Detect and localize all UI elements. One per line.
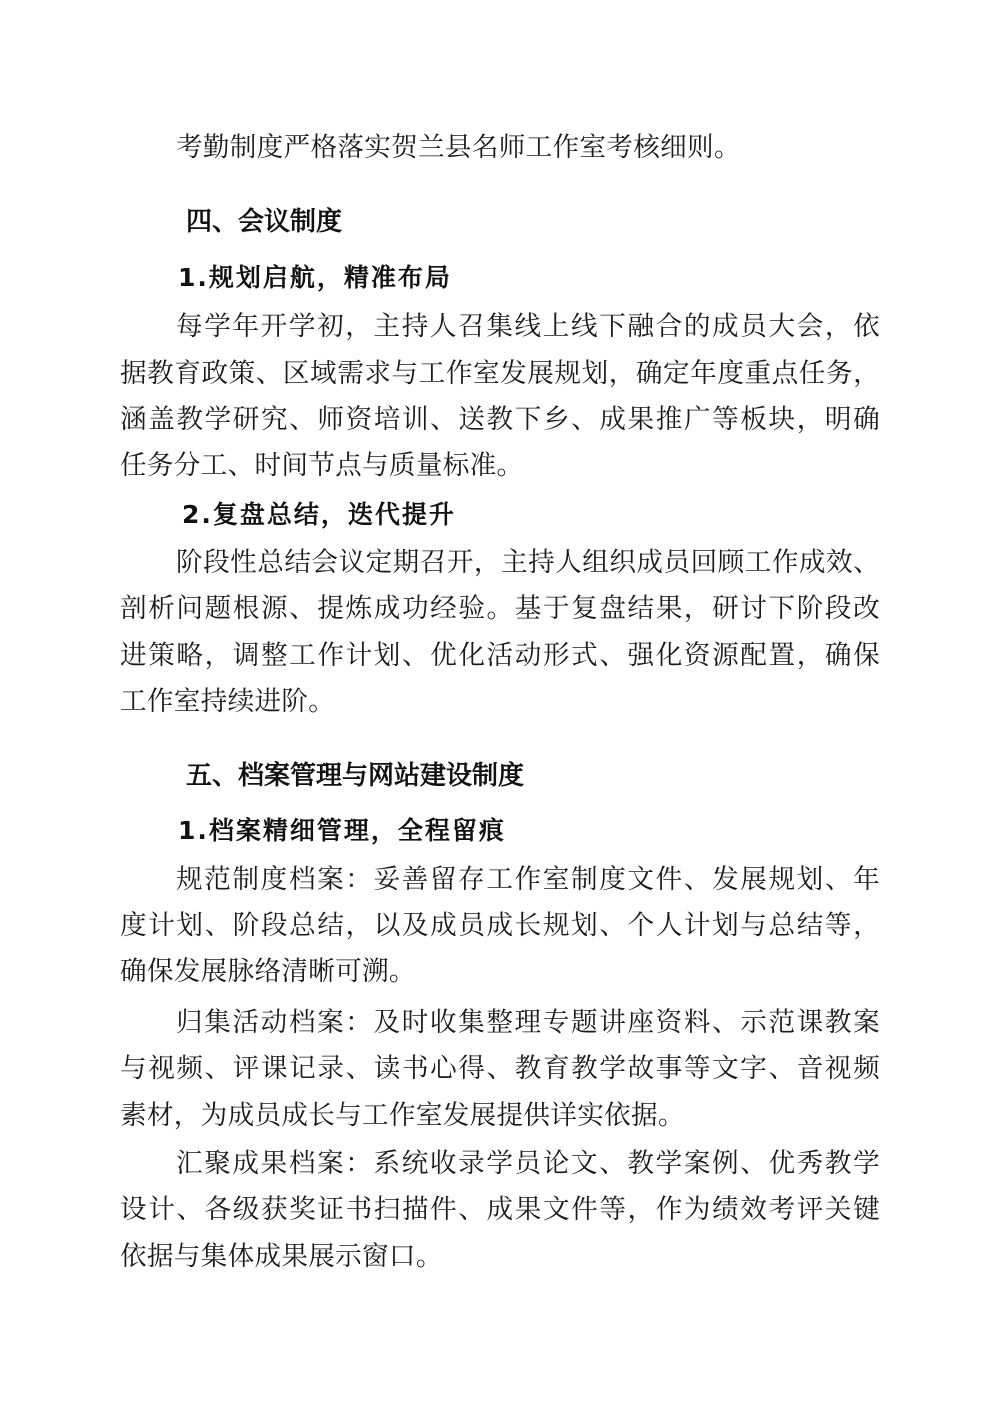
paragraph-line: 与视频、评课记录、读书心得、教育教学故事等文字、音视频	[120, 1053, 880, 1084]
intro-line: 考勤制度严格落实贺兰县名师工作室考核细则。	[176, 132, 741, 163]
paragraph-line: 归集活动档案：及时收集整理专题讲座资料、示范课教案	[176, 1007, 880, 1038]
section-4-sub-2-heading: 2.复盘总结，迭代提升	[182, 500, 456, 529]
paragraph-line: 据教育政策、区域需求与工作室发展规划，确定年度重点任务，	[120, 358, 880, 389]
paragraph-line: 规范制度档案：妥善留存工作室制度文件、发展规划、年	[176, 864, 880, 895]
paragraph-line: 每学年开学初，主持人召集线上线下融合的成员大会，依	[176, 311, 880, 342]
paragraph-line: 阶段性总结会议定期召开，主持人组织成员回顾工作成效、	[176, 547, 880, 578]
section-5-heading: 五、档案管理与网站建设制度	[186, 761, 525, 791]
paragraph-line: 汇聚成果档案：系统收录学员论文、教学案例、优秀教学	[176, 1148, 880, 1179]
paragraph-line: 设计、各级获奖证书扫描件、成果文件等，作为绩效考评关键	[120, 1194, 880, 1225]
paragraph-line: 度计划、阶段总结，以及成员成长规划、个人计划与总结等，	[120, 910, 880, 941]
paragraph-line: 剖析问题根源、提炼成功经验。基于复盘结果，研讨下阶段改	[120, 593, 880, 624]
paragraph-line: 任务分工、时间节点与质量标准。	[120, 450, 524, 481]
paragraph-line: 素材，为成员成长与工作室发展提供详实依据。	[120, 1100, 685, 1131]
section-4-sub-1-heading: 1.规划启航，精准布局	[178, 263, 452, 292]
paragraph-line: 进策略，调整工作计划、优化活动形式、强化资源配置，确保	[120, 640, 880, 671]
paragraph-line: 涵盖教学研究、师资培训、送教下乡、成果推广等板块，明确	[120, 404, 880, 435]
section-5-sub-1-heading: 1.档案精细管理，全程留痕	[178, 816, 506, 845]
paragraph-line: 工作室持续进阶。	[120, 686, 336, 717]
paragraph-line: 确保发展脉络清晰可溯。	[120, 956, 416, 987]
section-4-heading: 四、会议制度	[186, 207, 343, 237]
paragraph-line: 依据与集体成果展示窗口。	[120, 1241, 443, 1272]
